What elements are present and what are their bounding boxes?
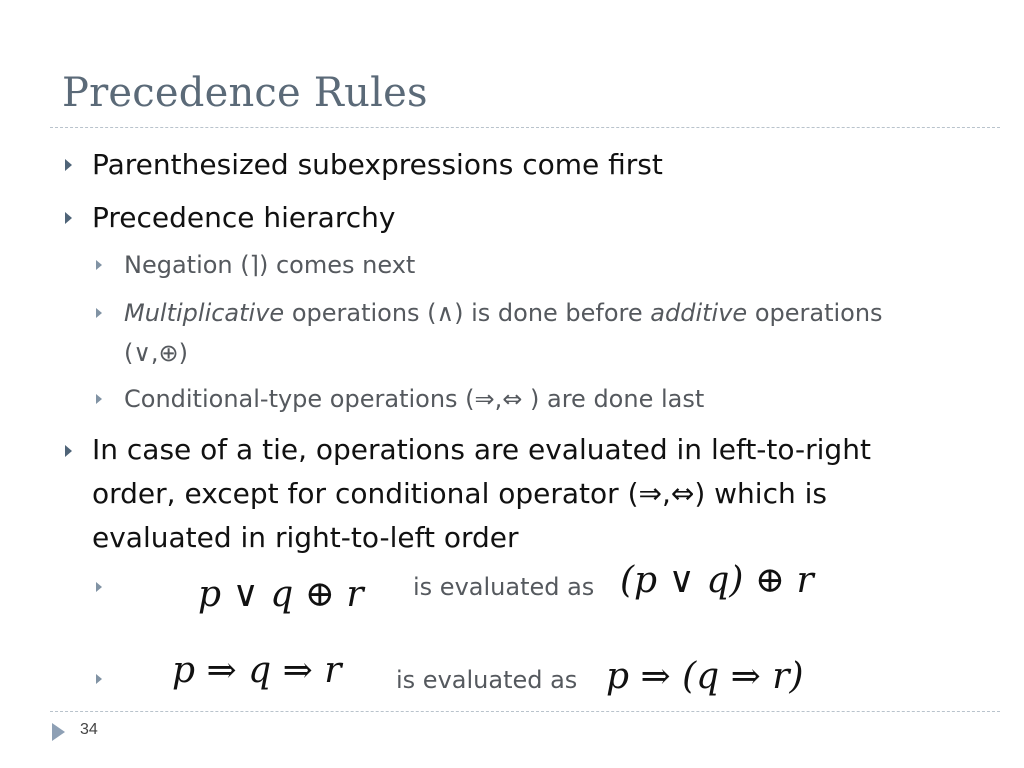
text-segment: operations [747, 299, 883, 327]
page-number: 34 [80, 721, 98, 738]
sub-bullet-arrow-icon [96, 260, 102, 270]
example-result-1: (p ∨ q) ⊕ r [620, 560, 814, 601]
text-segment: (∨,⊕) [124, 339, 189, 367]
footer-divider [50, 711, 1000, 712]
text-segment: operations (∧) is done before [284, 299, 651, 327]
sub-bullet-negation: Negation (⌉) comes next [124, 251, 416, 279]
bullet-arrow-icon [65, 445, 72, 457]
example-label-2: is evaluated as [396, 666, 578, 694]
title-divider [50, 127, 1000, 128]
emphasis-additive: additive [650, 299, 748, 327]
text-line: order, except for conditional operator (⇒,⇔) which is [92, 477, 827, 510]
emphasis-multiplicative: Multiplicative [124, 299, 285, 327]
bullet-arrow-icon [65, 212, 72, 224]
slide-title: Precedence Rules [62, 70, 428, 116]
example-label-1: is evaluated as [413, 573, 595, 601]
example-result-2: p ⇒ (q ⇒ r) [606, 656, 804, 697]
text-line: evaluated in right-to-left order [92, 521, 519, 554]
bullet-parenthesized: Parenthesized subexpressions come first [92, 148, 663, 181]
sub-bullet-multiplicative [124, 293, 974, 373]
sub-bullet-arrow-icon [96, 394, 102, 404]
bullet-tie-rule [92, 428, 972, 560]
text-line: In case of a tie, operations are evaluated in left-to-right [92, 433, 871, 466]
bullet-precedence-hierarchy: Precedence hierarchy [92, 201, 396, 234]
example-expression-1: p ∨ q ⊕ r [198, 574, 364, 615]
sub-bullet-conditional: Conditional-type operations (⇒,⇔ ) are done last [124, 385, 705, 413]
footer-arrow-icon [52, 723, 65, 741]
sub-bullet-arrow-icon [96, 674, 102, 684]
example-expression-2: p ⇒ q ⇒ r [172, 650, 342, 691]
bullet-arrow-icon [65, 159, 72, 171]
sub-bullet-arrow-icon [96, 582, 102, 592]
sub-bullet-arrow-icon [96, 308, 102, 318]
